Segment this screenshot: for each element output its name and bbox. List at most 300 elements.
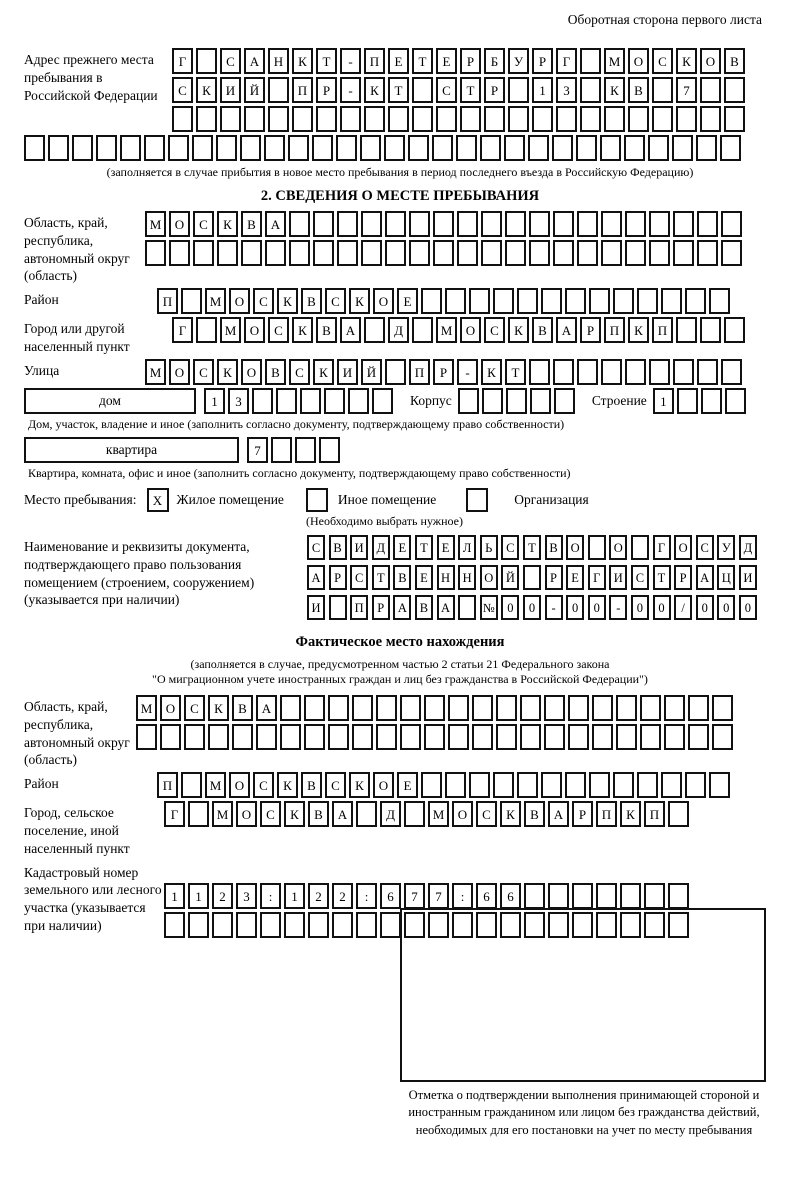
char-cell[interactable] bbox=[193, 240, 214, 266]
char-cell[interactable]: Т bbox=[505, 359, 526, 385]
char-cell[interactable] bbox=[648, 135, 669, 161]
char-cell[interactable]: О bbox=[480, 565, 498, 590]
char-cell[interactable]: К bbox=[217, 359, 238, 385]
char-cell[interactable] bbox=[244, 106, 265, 132]
char-cell[interactable]: Р bbox=[674, 565, 692, 590]
document-row-3[interactable] bbox=[307, 595, 760, 620]
char-cell[interactable] bbox=[697, 240, 718, 266]
char-cell[interactable]: 1 bbox=[284, 883, 305, 909]
stroenie-cells[interactable] bbox=[653, 388, 749, 414]
char-cell[interactable]: Д bbox=[372, 535, 390, 560]
char-cell[interactable]: 0 bbox=[696, 595, 714, 620]
char-cell[interactable]: С bbox=[193, 211, 214, 237]
char-cell[interactable]: М bbox=[436, 317, 457, 343]
char-cell[interactable]: В bbox=[241, 211, 262, 237]
char-cell[interactable]: Р bbox=[484, 77, 505, 103]
char-cell[interactable] bbox=[589, 772, 610, 798]
char-cell[interactable] bbox=[565, 288, 586, 314]
char-cell[interactable] bbox=[672, 135, 693, 161]
char-cell[interactable] bbox=[340, 106, 361, 132]
char-cell[interactable] bbox=[685, 288, 706, 314]
char-cell[interactable]: - bbox=[340, 77, 361, 103]
char-cell[interactable]: С bbox=[484, 317, 505, 343]
char-cell[interactable]: П bbox=[644, 801, 665, 827]
char-cell[interactable] bbox=[592, 724, 613, 750]
char-cell[interactable]: П bbox=[596, 801, 617, 827]
char-cell[interactable] bbox=[408, 135, 429, 161]
char-cell[interactable]: А bbox=[556, 317, 577, 343]
char-cell[interactable] bbox=[276, 388, 297, 414]
char-cell[interactable]: С bbox=[350, 565, 368, 590]
char-cell[interactable] bbox=[469, 772, 490, 798]
char-cell[interactable] bbox=[96, 135, 117, 161]
char-cell[interactable]: И bbox=[220, 77, 241, 103]
char-cell[interactable]: С bbox=[193, 359, 214, 385]
char-cell[interactable] bbox=[336, 135, 357, 161]
char-cell[interactable] bbox=[196, 106, 217, 132]
char-cell[interactable]: А bbox=[696, 565, 714, 590]
char-cell[interactable] bbox=[472, 695, 493, 721]
char-cell[interactable] bbox=[268, 106, 289, 132]
char-cell[interactable]: Е bbox=[436, 48, 457, 74]
char-cell[interactable]: Р bbox=[572, 801, 593, 827]
char-cell[interactable] bbox=[460, 106, 481, 132]
char-cell[interactable]: О bbox=[236, 801, 257, 827]
char-cell[interactable]: К bbox=[349, 288, 370, 314]
char-cell[interactable]: Т bbox=[415, 535, 433, 560]
char-cell[interactable] bbox=[724, 77, 745, 103]
char-cell[interactable]: Т bbox=[316, 48, 337, 74]
char-cell[interactable]: С bbox=[307, 535, 325, 560]
char-cell[interactable]: А bbox=[437, 595, 455, 620]
char-cell[interactable]: Н bbox=[458, 565, 476, 590]
char-cell[interactable]: Ц bbox=[717, 565, 735, 590]
char-cell[interactable]: В bbox=[415, 595, 433, 620]
char-cell[interactable] bbox=[601, 359, 622, 385]
char-cell[interactable]: Р bbox=[580, 317, 601, 343]
char-cell[interactable]: Р bbox=[532, 48, 553, 74]
char-cell[interactable] bbox=[328, 724, 349, 750]
char-cell[interactable]: О bbox=[169, 211, 190, 237]
char-cell[interactable]: К bbox=[292, 48, 313, 74]
char-cell[interactable] bbox=[469, 288, 490, 314]
char-cell[interactable] bbox=[673, 359, 694, 385]
char-cell[interactable] bbox=[530, 388, 551, 414]
char-cell[interactable]: М bbox=[604, 48, 625, 74]
char-cell[interactable] bbox=[120, 135, 141, 161]
char-cell[interactable]: В bbox=[532, 317, 553, 343]
char-cell[interactable] bbox=[424, 724, 445, 750]
char-cell[interactable] bbox=[24, 135, 45, 161]
char-cell[interactable] bbox=[506, 388, 527, 414]
char-cell[interactable]: К bbox=[277, 772, 298, 798]
char-cell[interactable]: О bbox=[244, 317, 265, 343]
char-cell[interactable] bbox=[181, 772, 202, 798]
district-row[interactable] bbox=[157, 288, 733, 314]
char-cell[interactable]: В bbox=[545, 535, 563, 560]
char-cell[interactable] bbox=[523, 565, 541, 590]
char-cell[interactable] bbox=[520, 724, 541, 750]
char-cell[interactable]: П bbox=[157, 288, 178, 314]
char-cell[interactable]: У bbox=[508, 48, 529, 74]
char-cell[interactable] bbox=[572, 883, 593, 909]
char-cell[interactable]: П bbox=[604, 317, 625, 343]
char-cell[interactable] bbox=[288, 135, 309, 161]
char-cell[interactable] bbox=[529, 240, 550, 266]
char-cell[interactable] bbox=[528, 135, 549, 161]
char-cell[interactable] bbox=[361, 211, 382, 237]
char-cell[interactable]: С bbox=[253, 772, 274, 798]
char-cell[interactable]: С bbox=[476, 801, 497, 827]
char-cell[interactable] bbox=[456, 135, 477, 161]
char-cell[interactable]: 3 bbox=[556, 77, 577, 103]
apartment-cells[interactable] bbox=[247, 437, 343, 463]
char-cell[interactable] bbox=[649, 359, 670, 385]
char-cell[interactable] bbox=[361, 240, 382, 266]
region-row-1[interactable] bbox=[145, 211, 745, 237]
char-cell[interactable]: К bbox=[508, 317, 529, 343]
char-cell[interactable] bbox=[252, 388, 273, 414]
char-cell[interactable] bbox=[496, 724, 517, 750]
char-cell[interactable]: С bbox=[268, 317, 289, 343]
char-cell[interactable]: Т bbox=[412, 48, 433, 74]
char-cell[interactable]: 6 bbox=[476, 883, 497, 909]
char-cell[interactable] bbox=[313, 211, 334, 237]
char-cell[interactable]: О bbox=[169, 359, 190, 385]
char-cell[interactable]: О bbox=[373, 772, 394, 798]
char-cell[interactable]: Л bbox=[458, 535, 476, 560]
char-cell[interactable]: Р bbox=[329, 565, 347, 590]
char-cell[interactable] bbox=[668, 801, 689, 827]
char-cell[interactable] bbox=[613, 772, 634, 798]
char-cell[interactable] bbox=[613, 288, 634, 314]
char-cell[interactable] bbox=[72, 135, 93, 161]
char-cell[interactable] bbox=[164, 912, 185, 938]
house-number-cells[interactable] bbox=[204, 388, 396, 414]
char-cell[interactable]: Е bbox=[415, 565, 433, 590]
char-cell[interactable]: Г bbox=[556, 48, 577, 74]
char-cell[interactable] bbox=[677, 388, 698, 414]
char-cell[interactable] bbox=[284, 912, 305, 938]
char-cell[interactable] bbox=[372, 388, 393, 414]
char-cell[interactable]: О bbox=[674, 535, 692, 560]
char-cell[interactable]: А bbox=[307, 565, 325, 590]
char-cell[interactable]: 1 bbox=[532, 77, 553, 103]
char-cell[interactable]: Т bbox=[653, 565, 671, 590]
char-cell[interactable]: И bbox=[350, 535, 368, 560]
char-cell[interactable] bbox=[637, 288, 658, 314]
char-cell[interactable] bbox=[685, 772, 706, 798]
char-cell[interactable] bbox=[364, 317, 385, 343]
char-cell[interactable]: Д bbox=[380, 801, 401, 827]
char-cell[interactable] bbox=[721, 240, 742, 266]
char-cell[interactable] bbox=[620, 883, 641, 909]
city-row[interactable] bbox=[172, 317, 748, 343]
char-cell[interactable] bbox=[448, 695, 469, 721]
char-cell[interactable]: 1 bbox=[188, 883, 209, 909]
char-cell[interactable] bbox=[412, 106, 433, 132]
char-cell[interactable] bbox=[720, 135, 741, 161]
char-cell[interactable] bbox=[688, 724, 709, 750]
char-cell[interactable] bbox=[700, 77, 721, 103]
char-cell[interactable] bbox=[220, 106, 241, 132]
char-cell[interactable] bbox=[409, 240, 430, 266]
char-cell[interactable]: М bbox=[205, 772, 226, 798]
char-cell[interactable]: Е bbox=[437, 535, 455, 560]
char-cell[interactable] bbox=[616, 695, 637, 721]
char-cell[interactable] bbox=[433, 240, 454, 266]
char-cell[interactable]: С bbox=[260, 801, 281, 827]
char-cell[interactable] bbox=[548, 883, 569, 909]
char-cell[interactable] bbox=[541, 772, 562, 798]
char-cell[interactable] bbox=[145, 240, 166, 266]
char-cell[interactable]: С bbox=[696, 535, 714, 560]
char-cell[interactable]: К bbox=[349, 772, 370, 798]
char-cell[interactable] bbox=[544, 724, 565, 750]
char-cell[interactable]: О bbox=[700, 48, 721, 74]
char-cell[interactable] bbox=[504, 135, 525, 161]
char-cell[interactable]: Н bbox=[268, 48, 289, 74]
char-cell[interactable] bbox=[232, 724, 253, 750]
char-cell[interactable]: Р bbox=[372, 595, 390, 620]
char-cell[interactable] bbox=[524, 883, 545, 909]
char-cell[interactable] bbox=[356, 912, 377, 938]
char-cell[interactable] bbox=[289, 240, 310, 266]
char-cell[interactable] bbox=[216, 135, 237, 161]
char-cell[interactable] bbox=[631, 535, 649, 560]
char-cell[interactable]: 7 bbox=[247, 437, 268, 463]
char-cell[interactable] bbox=[553, 359, 574, 385]
char-cell[interactable]: : bbox=[260, 883, 281, 909]
char-cell[interactable]: М bbox=[145, 359, 166, 385]
korpus-cells[interactable] bbox=[458, 388, 578, 414]
char-cell[interactable] bbox=[601, 211, 622, 237]
char-cell[interactable] bbox=[520, 695, 541, 721]
char-cell[interactable] bbox=[577, 359, 598, 385]
char-cell[interactable] bbox=[701, 388, 722, 414]
char-cell[interactable]: Г bbox=[653, 535, 671, 560]
char-cell[interactable] bbox=[184, 724, 205, 750]
char-cell[interactable] bbox=[481, 240, 502, 266]
char-cell[interactable]: О bbox=[229, 288, 250, 314]
actual-region-row-1[interactable] bbox=[136, 695, 736, 721]
char-cell[interactable]: Д bbox=[739, 535, 757, 560]
char-cell[interactable] bbox=[508, 106, 529, 132]
char-cell[interactable] bbox=[628, 106, 649, 132]
char-cell[interactable] bbox=[644, 883, 665, 909]
char-cell[interactable] bbox=[265, 240, 286, 266]
checkbox-organization[interactable] bbox=[466, 488, 488, 512]
char-cell[interactable]: - bbox=[545, 595, 563, 620]
char-cell[interactable] bbox=[553, 211, 574, 237]
char-cell[interactable]: С bbox=[652, 48, 673, 74]
char-cell[interactable] bbox=[544, 695, 565, 721]
char-cell[interactable] bbox=[721, 211, 742, 237]
char-cell[interactable]: - bbox=[609, 595, 627, 620]
char-cell[interactable]: А bbox=[340, 317, 361, 343]
char-cell[interactable]: В bbox=[308, 801, 329, 827]
char-cell[interactable]: М bbox=[145, 211, 166, 237]
char-cell[interactable] bbox=[352, 724, 373, 750]
char-cell[interactable] bbox=[552, 135, 573, 161]
char-cell[interactable] bbox=[589, 288, 610, 314]
char-cell[interactable]: Р bbox=[433, 359, 454, 385]
char-cell[interactable]: 2 bbox=[308, 883, 329, 909]
char-cell[interactable]: И bbox=[739, 565, 757, 590]
char-cell[interactable] bbox=[260, 912, 281, 938]
char-cell[interactable]: П bbox=[409, 359, 430, 385]
char-cell[interactable]: Е bbox=[388, 48, 409, 74]
char-cell[interactable] bbox=[385, 211, 406, 237]
char-cell[interactable]: 0 bbox=[631, 595, 649, 620]
char-cell[interactable] bbox=[505, 211, 526, 237]
char-cell[interactable]: К bbox=[196, 77, 217, 103]
char-cell[interactable] bbox=[385, 240, 406, 266]
street-row[interactable] bbox=[145, 359, 745, 385]
cadastral-row-1[interactable] bbox=[164, 883, 692, 909]
char-cell[interactable] bbox=[324, 388, 345, 414]
char-cell[interactable] bbox=[337, 211, 358, 237]
char-cell[interactable]: П bbox=[292, 77, 313, 103]
char-cell[interactable]: А bbox=[244, 48, 265, 74]
char-cell[interactable]: 0 bbox=[717, 595, 735, 620]
char-cell[interactable] bbox=[725, 388, 746, 414]
char-cell[interactable] bbox=[649, 211, 670, 237]
char-cell[interactable]: В bbox=[232, 695, 253, 721]
char-cell[interactable] bbox=[661, 288, 682, 314]
char-cell[interactable]: К bbox=[284, 801, 305, 827]
char-cell[interactable]: 2 bbox=[332, 883, 353, 909]
char-cell[interactable]: С bbox=[325, 772, 346, 798]
char-cell[interactable] bbox=[661, 772, 682, 798]
char-cell[interactable] bbox=[212, 912, 233, 938]
char-cell[interactable] bbox=[256, 724, 277, 750]
char-cell[interactable]: К bbox=[313, 359, 334, 385]
char-cell[interactable] bbox=[360, 135, 381, 161]
prev-address-row-3[interactable] bbox=[172, 106, 748, 132]
char-cell[interactable] bbox=[280, 695, 301, 721]
char-cell[interactable] bbox=[637, 772, 658, 798]
char-cell[interactable] bbox=[482, 388, 503, 414]
char-cell[interactable] bbox=[328, 695, 349, 721]
char-cell[interactable]: 2 bbox=[212, 883, 233, 909]
char-cell[interactable]: / bbox=[674, 595, 692, 620]
char-cell[interactable] bbox=[700, 317, 721, 343]
checkbox-residential[interactable]: X bbox=[147, 488, 169, 512]
char-cell[interactable] bbox=[208, 724, 229, 750]
char-cell[interactable] bbox=[271, 437, 292, 463]
char-cell[interactable]: Е bbox=[566, 565, 584, 590]
char-cell[interactable] bbox=[400, 695, 421, 721]
char-cell[interactable] bbox=[188, 801, 209, 827]
char-cell[interactable]: Б bbox=[484, 48, 505, 74]
char-cell[interactable]: Г bbox=[588, 565, 606, 590]
char-cell[interactable]: П bbox=[157, 772, 178, 798]
char-cell[interactable] bbox=[292, 106, 313, 132]
char-cell[interactable] bbox=[332, 912, 353, 938]
char-cell[interactable] bbox=[196, 48, 217, 74]
char-cell[interactable]: О bbox=[452, 801, 473, 827]
char-cell[interactable] bbox=[625, 240, 646, 266]
char-cell[interactable]: М bbox=[212, 801, 233, 827]
char-cell[interactable] bbox=[673, 211, 694, 237]
char-cell[interactable]: - bbox=[340, 48, 361, 74]
char-cell[interactable] bbox=[700, 106, 721, 132]
char-cell[interactable] bbox=[404, 801, 425, 827]
char-cell[interactable]: С bbox=[172, 77, 193, 103]
char-cell[interactable] bbox=[616, 724, 637, 750]
char-cell[interactable]: Г bbox=[172, 317, 193, 343]
char-cell[interactable] bbox=[697, 359, 718, 385]
char-cell[interactable] bbox=[136, 724, 157, 750]
char-cell[interactable]: 7 bbox=[428, 883, 449, 909]
char-cell[interactable]: М bbox=[205, 288, 226, 314]
char-cell[interactable] bbox=[480, 135, 501, 161]
char-cell[interactable] bbox=[565, 772, 586, 798]
char-cell[interactable]: Т bbox=[388, 77, 409, 103]
char-cell[interactable]: А bbox=[332, 801, 353, 827]
char-cell[interactable]: 0 bbox=[523, 595, 541, 620]
char-cell[interactable] bbox=[172, 106, 193, 132]
char-cell[interactable] bbox=[481, 211, 502, 237]
char-cell[interactable] bbox=[432, 135, 453, 161]
char-cell[interactable]: К bbox=[292, 317, 313, 343]
char-cell[interactable]: И bbox=[307, 595, 325, 620]
char-cell[interactable] bbox=[580, 106, 601, 132]
char-cell[interactable] bbox=[352, 695, 373, 721]
char-cell[interactable]: С bbox=[325, 288, 346, 314]
char-cell[interactable]: М bbox=[220, 317, 241, 343]
char-cell[interactable] bbox=[596, 883, 617, 909]
char-cell[interactable] bbox=[508, 77, 529, 103]
char-cell[interactable] bbox=[192, 135, 213, 161]
char-cell[interactable] bbox=[676, 317, 697, 343]
char-cell[interactable] bbox=[409, 211, 430, 237]
char-cell[interactable]: Г bbox=[164, 801, 185, 827]
char-cell[interactable]: Н bbox=[437, 565, 455, 590]
char-cell[interactable] bbox=[577, 211, 598, 237]
char-cell[interactable] bbox=[433, 211, 454, 237]
char-cell[interactable]: М bbox=[136, 695, 157, 721]
char-cell[interactable]: Т bbox=[372, 565, 390, 590]
char-cell[interactable]: 0 bbox=[588, 595, 606, 620]
char-cell[interactable]: В bbox=[301, 772, 322, 798]
char-cell[interactable] bbox=[709, 288, 730, 314]
char-cell[interactable] bbox=[169, 240, 190, 266]
char-cell[interactable] bbox=[697, 211, 718, 237]
char-cell[interactable]: 0 bbox=[566, 595, 584, 620]
char-cell[interactable] bbox=[721, 359, 742, 385]
char-cell[interactable]: В bbox=[524, 801, 545, 827]
char-cell[interactable] bbox=[724, 317, 745, 343]
char-cell[interactable] bbox=[313, 240, 334, 266]
char-cell[interactable]: № bbox=[480, 595, 498, 620]
char-cell[interactable] bbox=[604, 106, 625, 132]
char-cell[interactable]: Ь bbox=[480, 535, 498, 560]
char-cell[interactable] bbox=[385, 359, 406, 385]
char-cell[interactable] bbox=[448, 724, 469, 750]
char-cell[interactable] bbox=[289, 211, 310, 237]
char-cell[interactable] bbox=[600, 135, 621, 161]
char-cell[interactable] bbox=[380, 912, 401, 938]
char-cell[interactable]: С bbox=[436, 77, 457, 103]
char-cell[interactable]: А bbox=[265, 211, 286, 237]
char-cell[interactable] bbox=[712, 724, 733, 750]
char-cell[interactable] bbox=[356, 801, 377, 827]
char-cell[interactable] bbox=[412, 77, 433, 103]
char-cell[interactable]: В bbox=[316, 317, 337, 343]
char-cell[interactable]: Т bbox=[460, 77, 481, 103]
